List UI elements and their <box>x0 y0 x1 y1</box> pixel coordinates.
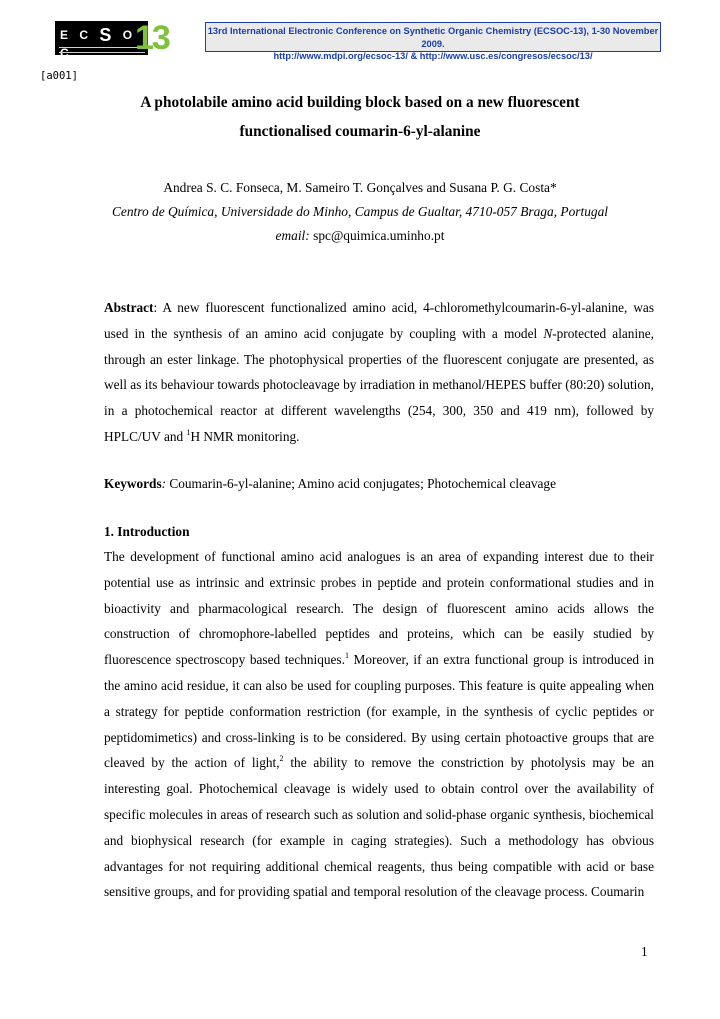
keywords-label: Keywords <box>104 476 162 491</box>
abstract-italic-n: N <box>543 325 553 341</box>
affiliation: Centro de Química, Universidade do Minho, Campus de Gualtar, 4710-057 Braga, Portugal <box>111 204 609 219</box>
page-number: 1 <box>641 944 648 959</box>
intro-text-3: the ability to remove the constriction by photolysis may be an interesting goal. Photochemical cleavage is widely used to obtain control over the availability of specific molecules in areas of research such as solution and solid-phase organic synthesis, biochemical and biophysical research (for example in caging strategies). Such a methodology has obvious advantages for not requiring additional chemical reagents, thus being compatible with acid or base sensitive groups, and for providing spatial and temporal resolution of the cleavage process. Coumarin <box>104 755 654 900</box>
banner-line-2: http://www.mdpi.org/ecsoc-13/ & http://www.usc.es/congresos/ecsoc/13/ <box>273 51 593 61</box>
abstract-superscript: 1 <box>186 427 191 437</box>
keywords-text: Coumarin-6-yl-alanine; Amino acid conjugates; Photochemical cleavage <box>166 476 556 491</box>
email-line <box>0 224 720 248</box>
title-line-1: A photolabile amino acid building block based on a new fluorescent <box>140 94 580 111</box>
logo-underline <box>59 47 145 53</box>
intro-text-1: The development of functional amino acid analogues is an area of expanding interest due to their potential use as intrinsic and extrinsic probes in peptide and protein conformational studies and in bioactivity and pharmacological research. The design of fluorescent amino acids allows the construction of chromophore-labelled peptides and proteins, which can be easily studied by fluorescence spectroscopy based techniques. <box>104 549 654 668</box>
abstract-text-2: -protected alanine, through an ester linkage. The photophysical properties of the fluorescent conjugate are presented, as well as its behaviour towards photocleavage by irradiation in methanol/HEPES buffer (80:20) solution, in a photochemical reactor at different wavelengths (254, 300, 350 and 419 nm), followed by HPLC/UV and <box>104 325 655 444</box>
paper-title <box>0 88 720 146</box>
author-block <box>0 176 720 248</box>
abstract-text-1: : A new fluorescent functionalized amino acid, 4-chloromethylcoumarin-6-yl-alanine, was used in the synthesis of an amino acid conjugate by coupling with a model <box>104 300 654 341</box>
abstract-label: Abstract <box>104 300 154 315</box>
banner-line-1: 13rd International Electronic Conference on Synthetic Organic Chemistry (ECSOC-13), 1-30 November 2009. <box>207 26 659 49</box>
logo-letters: E C S O C <box>60 25 137 60</box>
introduction-heading: 1. Introduction <box>104 524 190 539</box>
abstract-text-3: H NMR monitoring. <box>190 428 300 444</box>
email-label: email: <box>275 228 310 243</box>
abstract-paragraph <box>104 295 654 450</box>
ecsoc-logo <box>55 19 177 60</box>
keywords-paragraph <box>104 471 654 497</box>
banner-box <box>205 22 661 61</box>
intro-ref-2[interactable]: 2 <box>279 754 284 764</box>
intro-ref-1[interactable]: 1 <box>344 651 349 661</box>
authors: Andrea S. C. Fonseca, M. Sameiro T. Gonçalves and Susana P. G. Costa* <box>163 180 557 195</box>
intro-text-2: Moreover, if an extra functional group is introduced in the amino acid residue, it can also be used for coupling purposes. This feature is quite appealing when a strategy for peptide conformation restriction (for example, in the synthesis of cyclic peptides or peptidomimetics) and cross-linking is to be considered. By using certain photoactive groups that are cleaved by the action of light, <box>104 652 654 771</box>
keywords-colon: : <box>161 476 167 491</box>
email-address[interactable]: spc@quimica.uminho.pt <box>313 228 445 243</box>
title-line-2: functionalised coumarin-6-yl-alanine <box>239 123 481 140</box>
conference-banner <box>52 19 664 61</box>
introduction-paragraph <box>104 544 654 905</box>
paper-id-tag: [a001] <box>40 70 78 82</box>
logo-number: 13 <box>135 19 169 57</box>
